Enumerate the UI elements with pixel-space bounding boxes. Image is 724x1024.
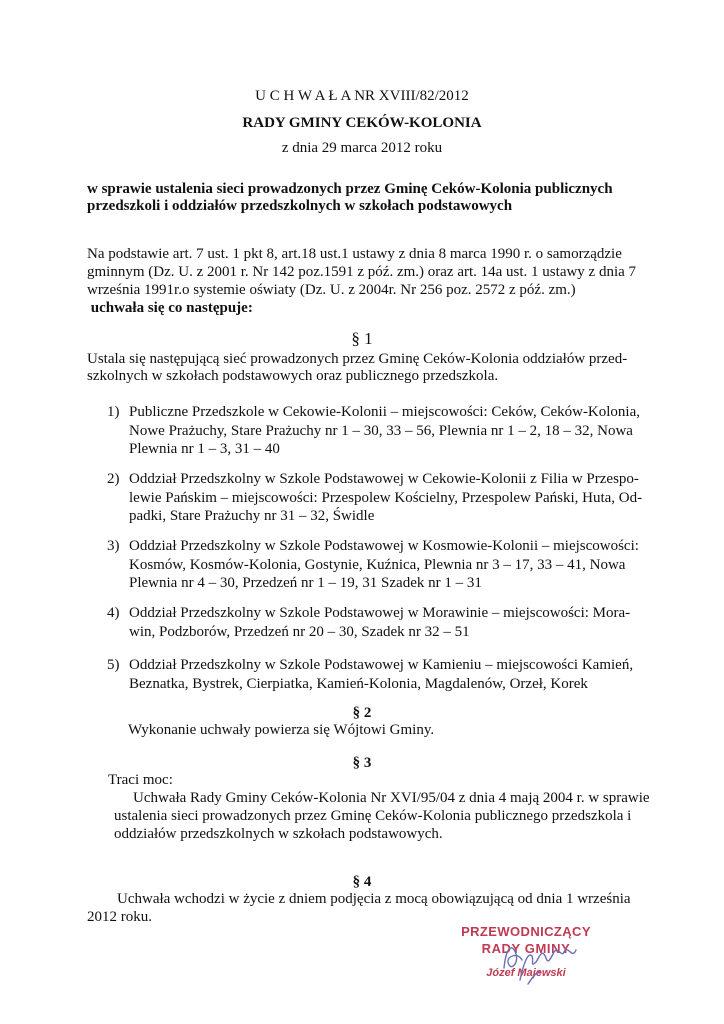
list-item-line: Kosmów, Kosmów-Kolonia, Gostynie, Kuźnica, Plewnia nr 3 – 17, 33 – 41, Nowa [129,556,626,573]
section-4-line-2: 2012 roku. [87,909,152,925]
list-item-number: 4) [107,605,120,621]
list-item-line: Plewnia nr 4 – 30, Przedzeń nr 1 – 19, 31 Szadek nr 1 – 31 [129,575,482,591]
resolves-statement: uchwała się co następuje: [87,300,253,316]
resolution-date: z dnia 29 marca 2012 roku [281,140,443,156]
list-item-line: Nowe Prażuchy, Stare Prażuchy nr 1 – 30, 33 – 56, Plewnia nr 1 – 2, 18 – 32, Nowa [129,422,633,439]
list-item-line: Plewnia nr 1 – 3, 31 – 40 [129,441,280,457]
stamp-council: RADY GMINY [481,941,571,956]
section-3-heading: § 3 [352,755,372,771]
section-3-line-2: ustalenia sieci prowadzonych przez Gminę Ceków-Kolonia publicznego przedszkola i [114,808,632,824]
section-1-intro-line-1: Ustala się następującą sieć prowadzonych przez Gminę Ceków-Kolonia oddziałów przed- [87,351,628,367]
legal-basis-line-3: września 1991r.o systemie oświaty (Dz. U. z 2004r. Nr 256 poz. 2572 z póź. zm.) [87,282,576,298]
section-3-label: Traci moc: [108,772,173,788]
section-4-line-1: Uchwała wchodzi w życie z dniem podjęcia z mocą obowiązującą od dnia 1 września [117,891,631,907]
section-1-heading: § 1 [351,329,373,348]
legal-basis-line-1: Na podstawie art. 7 ust. 1 pkt 8, art.18 ust.1 ustawy z dnia 8 marca 1990 r. o samorządzie [87,246,622,262]
section-1-intro-line-2: szkolnych w szkołach podstawowych oraz publicznego przedszkola. [87,368,499,384]
subject-line-1: w sprawie ustalenia sieci prowadzonych przez Gminę Ceków-Kolonia publicznych [87,181,613,197]
list-item-line: Oddział Przedszkolny w Szkole Podstawowej w Cekowie-Kolonii z Filia w Przespo- [129,471,639,487]
list-item-line: win, Podzborów, Przedzeń nr 20 – 30, Szadek nr 32 – 51 [129,623,470,640]
list-item-line: padki, Stare Prażuchy nr 31 – 32, Świdle [129,508,375,524]
council-name: RADY GMINY CEKÓW-KOLONIA [242,115,482,131]
list-item-line: Beznatka, Bystrek, Cierpiatka, Kamień-Kolonia, Magdalenów, Orzeł, Korek [129,675,588,692]
list-item-number: 3) [107,538,120,554]
list-item-line: Publiczne Przedszkole w Cekowie-Kolonii – miejscowości: Ceków, Ceków-Kolonia, [129,404,641,420]
chairman-stamp [446,922,606,994]
section-3-line-3: oddziałów przedszkolnych w szkołach podstawowych. [114,826,443,842]
list-item-line: Oddział Przedszkolny w Szkole Podstawowej w Kamieniu – miejscowości Kamień, [129,657,634,673]
list-item-number: 1) [107,404,120,420]
section-4-heading: § 4 [352,874,372,890]
list-item-number: 2) [107,471,120,487]
list-item-line: lewie Pańskim – miejscowości: Przespolew Kościelny, Przespolew Pański, Huta, Od- [129,489,643,506]
subject-line-2: przedszkoli i oddziałów przedszkolnych w szkołach podstawowych [87,198,513,214]
resolution-title: U C H W A Ł A NR XVIII/82/2012 [255,88,469,104]
section-2-heading: § 2 [352,705,372,721]
section-2-text: Wykonanie uchwały powierza się Wójtowi Gminy. [128,722,435,738]
stamp-name: Józef Majewski [486,967,566,979]
legal-basis-line-2: gminnym (Dz. U. z 2001 r. Nr 142 poz.1591 z póź. zm.) oraz art. 14a ust. 1 ustawy z dnia 7 [87,264,637,280]
list-item-line: Oddział Przedszkolny w Szkole Podstawowej w Morawinie – miejscowości: Mora- [129,605,631,621]
list-item-number: 5) [107,657,120,673]
stamp-title: PRZEWODNICZĄCY [461,924,591,939]
section-3-line-1: Uchwała Rady Gminy Ceków-Kolonia Nr XVI/95/04 z dnia 4 mają 2004 r. w sprawie [133,790,650,806]
list-item-line: Oddział Przedszkolny w Szkole Podstawowej w Kosmowie-Kolonii – miejscowości: [129,538,639,554]
